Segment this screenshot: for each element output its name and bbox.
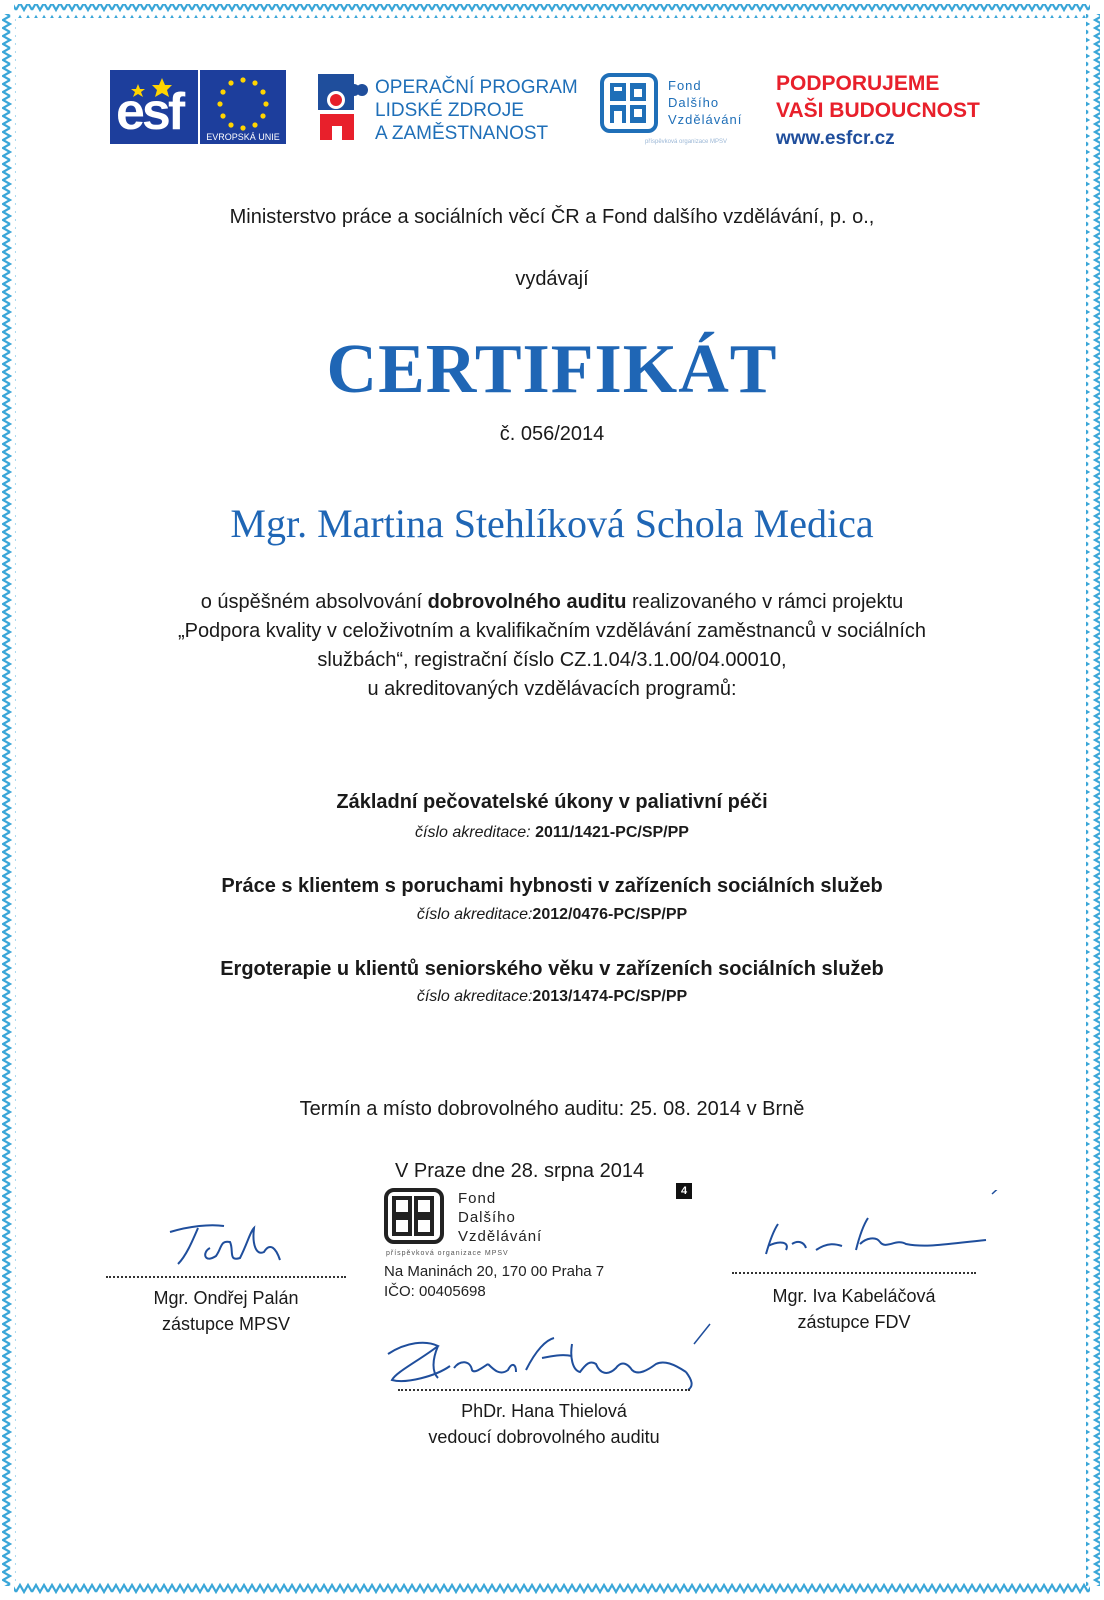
esf-logo-text: esf: [116, 83, 183, 141]
support-slogan: PODPORUJEME VAŠI BUDOUCNOST: [776, 72, 980, 122]
signatory-bottom: PhDr. Hana Thielová vedoucí dobrovolného auditu: [428, 1401, 660, 1447]
support-url: www.esfcr.cz: [776, 128, 895, 149]
place-date: V Praze dne 28. srpna 2014: [395, 1160, 645, 1182]
signature-left: [160, 1212, 290, 1272]
program-title: Základní pečovatelské úkony v paliativní péči: [336, 791, 768, 813]
issuer-text: Ministerstvo práce a sociálních věcí ČR a Fond dalšího vzdělávání, p. o.,: [229, 206, 875, 228]
signature-line-bottom: [398, 1389, 690, 1391]
eu-flag-logo: [200, 70, 286, 144]
puzzle-person-icon: [314, 70, 370, 144]
issues-text: vydávají: [515, 268, 589, 290]
op-program-title: OPERAČNÍ PROGRAM LIDSKÉ ZDROJE A ZAMĚSTNANOST: [375, 77, 578, 144]
fdv-logo-text: Fond Dalšího Vzdělávání: [668, 78, 743, 127]
fdv-logo-icon: [600, 73, 658, 133]
signature-bottom: [376, 1320, 716, 1396]
stamp-address: Na Maninách 20, 170 00 Praha 7 IČO: 00405698: [384, 1263, 605, 1300]
program-accreditation: číslo akreditace:2013/1474-PC/SP/PP: [416, 988, 688, 1005]
signatory-right: Mgr. Iva Kabeláčová zástupce FDV: [772, 1286, 936, 1332]
stamp-badge: 4: [676, 1183, 692, 1199]
signature-line-left: [106, 1276, 346, 1278]
signature-right: [756, 1190, 1026, 1270]
program-accreditation: číslo akreditace: 2011/1421-PC/SP/PP: [415, 824, 689, 841]
audit-term: Termín a místo dobrovolného auditu: 25. 08. 2014 v Brně: [299, 1098, 805, 1120]
signatory-left: Mgr. Ondřej Palán zástupce MPSV: [153, 1288, 299, 1334]
certificate-paragraph: o úspěšném absolvování dobrovolného auditu realizovaného v rámci projektu „Podpora kvality v celoživotním a kvalifikačním vzdělávání zaměstnanců v sociálních službách“, registrační číslo CZ.1.04/3.1.00/04.00010, u akreditovaných vzdělávacích programů:: [177, 591, 927, 700]
certificate-number: č. 056/2014: [499, 423, 605, 445]
stamp-text: Fond Dalšího Vzdělávání: [458, 1190, 543, 1245]
eu-label: EVROPSKÁ UNIE: [206, 132, 280, 142]
esf-logo: [110, 70, 198, 144]
recipient-name: Mgr. Martina Stehlíková Schola Medica: [230, 501, 874, 546]
signature-line-right: [732, 1272, 976, 1274]
fdv-logo-subtitle: příspěvková organizace MPSV: [645, 139, 728, 145]
certificate-title: CERTIFIKÁT: [326, 331, 778, 408]
fdv-stamp-icon: [384, 1188, 448, 1246]
program-title: Práce s klientem s poruchami hybnosti v zařízeních sociálních služeb: [221, 875, 883, 897]
program-title: Ergoterapie u klientů seniorského věku v zařízeních sociálních služeb: [220, 958, 884, 980]
program-accreditation: číslo akreditace:2012/0476-PC/SP/PP: [416, 906, 688, 923]
stamp-subtitle: příspěvková organizace MPSV: [386, 1250, 509, 1257]
